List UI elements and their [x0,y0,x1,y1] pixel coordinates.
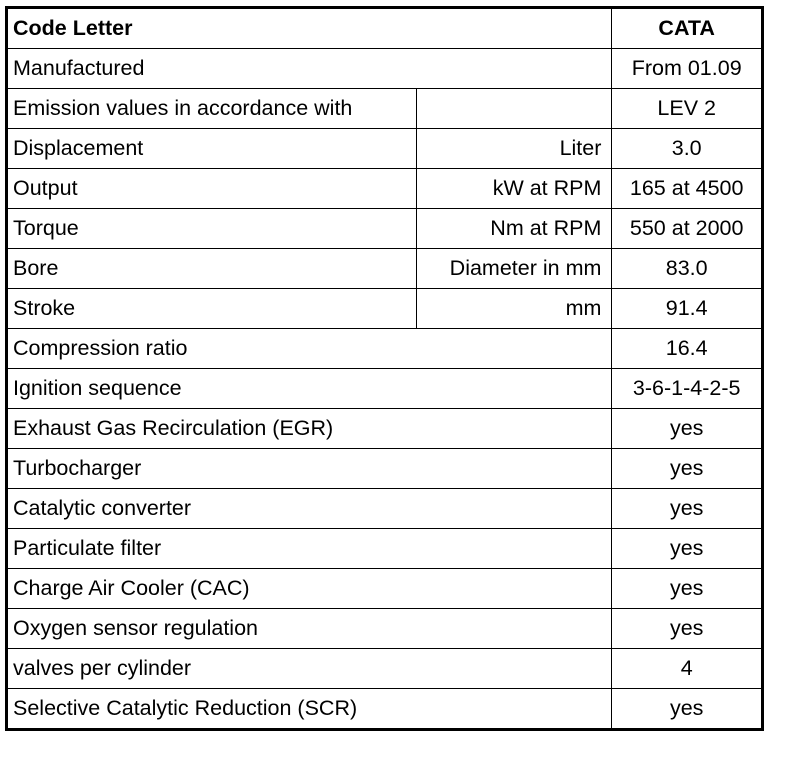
row-label: Output [7,169,417,209]
row-label: Stroke [7,289,417,329]
table-row [7,169,763,209]
row-label: Oxygen sensor regulation [7,609,612,649]
row-label: Compression ratio [7,329,612,369]
table-row [7,209,763,249]
row-label: Ignition sequence [7,369,612,409]
table-row [7,329,763,369]
table-row [7,369,763,409]
table-row [7,649,763,689]
row-label: Displacement [7,129,417,169]
row-value: 4 [612,649,763,689]
row-unit: kW at RPM [416,169,612,209]
row-value: yes [612,609,763,649]
row-value: 3-6-1-4-2-5 [612,369,763,409]
row-label: Catalytic converter [7,489,612,529]
row-unit: Diameter in mm [416,249,612,289]
row-value: yes [612,489,763,529]
row-unit: Liter [416,129,612,169]
table-row [7,609,763,649]
row-value: yes [612,529,763,569]
row-label: Selective Catalytic Reduction (SCR) [7,689,612,730]
row-value: yes [612,449,763,489]
table-row [7,569,763,609]
row-unit: Nm at RPM [416,209,612,249]
table-row [7,49,763,89]
row-label: Exhaust Gas Recirculation (EGR) [7,409,612,449]
row-value: 3.0 [612,129,763,169]
row-unit: mm [416,289,612,329]
table-row [7,489,763,529]
row-label: Turbocharger [7,449,612,489]
row-value: 16.4 [612,329,763,369]
table-row [7,449,763,489]
code-letter-value: CATA [612,8,763,49]
row-value: 550 at 2000 [612,209,763,249]
table-row [7,689,763,730]
row-value: 91.4 [612,289,763,329]
row-unit [416,89,612,129]
engine-spec-table [5,6,764,731]
row-value: yes [612,569,763,609]
row-value: LEV 2 [612,89,763,129]
row-value: yes [612,409,763,449]
row-value: yes [612,689,763,730]
table-row [7,129,763,169]
row-label: Torque [7,209,417,249]
table-row [7,529,763,569]
row-label: Charge Air Cooler (CAC) [7,569,612,609]
row-label: Emission values in accordance with [7,89,417,129]
row-label: Manufactured [7,49,612,89]
row-value: 165 at 4500 [612,169,763,209]
row-label: valves per cylinder [7,649,612,689]
row-value: 83.0 [612,249,763,289]
row-label: Particulate filter [7,529,612,569]
row-label: Bore [7,249,417,289]
table-row [7,89,763,129]
table-header-row [7,8,763,49]
table-row [7,409,763,449]
table-row [7,289,763,329]
row-value: From 01.09 [612,49,763,89]
code-letter-label: Code Letter [7,8,612,49]
table-row [7,249,763,289]
